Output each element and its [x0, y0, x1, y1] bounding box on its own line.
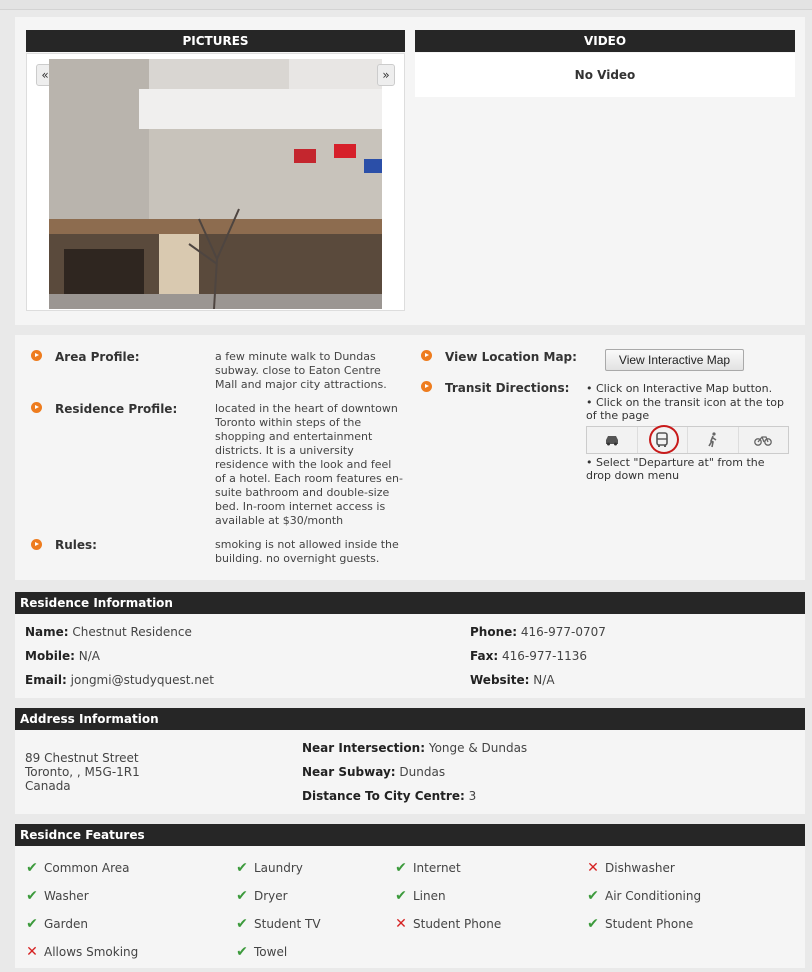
- cross-icon: ✕: [587, 860, 599, 876]
- highlight-circle-icon: [649, 425, 679, 454]
- phone-row: Phone: 416-977-0707: [470, 625, 606, 639]
- fax-row: Fax: 416-977-1136: [470, 649, 587, 663]
- transit-note-2: • Click on the transit icon at the top of the page: [586, 396, 785, 422]
- feature-item: [25, 944, 138, 960]
- residence-profile-text: located in the heart of downtown Toronto within steps of the shopping and entertainment districts. It is a university residence with the look and feel of a hotel. Each room features en-suite bathroom and double-size bed. In-room internet access is available at $30/month: [215, 402, 403, 527]
- name-row: Name: Chestnut Residence: [25, 625, 192, 639]
- previous-picture-button[interactable]: «: [36, 64, 54, 86]
- check-icon: ✔: [587, 888, 599, 904]
- feature-item: [25, 860, 129, 876]
- feature-label: Student Phone: [605, 917, 694, 931]
- feature-label: Allows Smoking: [44, 945, 139, 959]
- picture-carousel: [26, 53, 405, 311]
- walk-mode-button[interactable]: [688, 427, 739, 453]
- check-icon: ✔: [236, 944, 248, 960]
- feature-label: Student Phone: [413, 917, 502, 931]
- mobile-row: Mobile: N/A: [25, 649, 101, 663]
- email-row: Email: jongmi@studyquest.net: [25, 673, 214, 687]
- feature-label: Washer: [44, 889, 89, 903]
- transit-bullet-icon: [421, 381, 432, 392]
- check-icon: ✔: [236, 888, 248, 904]
- area-profile-bullet-icon: [31, 350, 42, 361]
- feature-item: [586, 860, 675, 876]
- area-profile-label: Area Profile:: [55, 350, 140, 364]
- transit-mode-button[interactable]: [638, 427, 689, 453]
- top-strip: [0, 0, 812, 10]
- feature-label: Common Area: [44, 861, 130, 875]
- feature-item: [394, 888, 446, 904]
- transit-mode-bar: [586, 426, 789, 454]
- feature-item: [394, 916, 501, 932]
- feature-item: [235, 888, 288, 904]
- check-icon: ✔: [395, 860, 407, 876]
- video-message: No Video: [415, 53, 795, 97]
- residence-information-header: Residence Information: [15, 592, 805, 614]
- address-line-2: Toronto, , M5G-1R1: [25, 765, 140, 779]
- pictures-header: PICTURES: [26, 30, 405, 52]
- check-icon: ✔: [26, 860, 38, 876]
- features-header: Residnce Features: [15, 824, 805, 846]
- mobile-value: N/A: [78, 649, 101, 663]
- address-line-1: 89 Chestnut Street: [25, 751, 139, 765]
- feature-label: Dishwasher: [605, 861, 675, 875]
- feature-label: Air Conditioning: [605, 889, 702, 903]
- feature-item: [394, 860, 461, 876]
- view-location-map-label: View Location Map:: [445, 350, 577, 364]
- check-icon: ✔: [236, 860, 248, 876]
- walking-icon: [707, 432, 719, 448]
- feature-item: [235, 860, 303, 876]
- phone-value: 416-977-0707: [520, 625, 606, 639]
- transit-note-1: • Click on Interactive Map button.: [586, 382, 773, 395]
- name-value: Chestnut Residence: [72, 625, 192, 639]
- website-row: Website: N/A: [470, 673, 555, 687]
- check-icon: ✔: [26, 916, 38, 932]
- feature-label: Internet: [413, 861, 461, 875]
- bicycle-icon: [754, 433, 772, 447]
- feature-item: [235, 944, 287, 960]
- address-information-header: Address Information: [15, 708, 805, 730]
- cross-icon: ✕: [395, 916, 407, 932]
- bike-mode-button[interactable]: [739, 427, 789, 453]
- residence-profile-label: Residence Profile:: [55, 402, 178, 416]
- email-value[interactable]: jongmi@studyquest.net: [70, 673, 214, 687]
- residence-photo: [49, 59, 382, 309]
- website-value: N/A: [533, 673, 555, 687]
- video-header: VIDEO: [415, 30, 795, 52]
- check-icon: ✔: [587, 916, 599, 932]
- check-icon: ✔: [236, 916, 248, 932]
- rules-bullet-icon: [31, 539, 42, 550]
- cross-icon: ✕: [26, 944, 38, 960]
- check-icon: ✔: [26, 888, 38, 904]
- intersection-row: Near Intersection: Yonge & Dundas: [302, 741, 528, 755]
- feature-label: Towel: [254, 945, 288, 959]
- car-mode-button[interactable]: [587, 427, 638, 453]
- feature-label: Student TV: [254, 917, 321, 931]
- distance-row: Distance To City Centre: 3: [302, 789, 477, 803]
- distance-value: 3: [468, 789, 477, 803]
- next-picture-button[interactable]: »: [377, 64, 395, 86]
- residence-profile-bullet-icon: [31, 402, 42, 413]
- intersection-value: Yonge & Dundas: [428, 741, 528, 755]
- feature-item: [586, 888, 701, 904]
- area-profile-text: a few minute walk to Dundas subway. close to Eaton Centre Mall and major city attractions.: [215, 350, 387, 391]
- view-interactive-map-button[interactable]: View Interactive Map: [605, 349, 744, 371]
- feature-label: Garden: [44, 917, 88, 931]
- transit-note-3: • Select "Departure at" from the drop down menu: [586, 456, 765, 482]
- map-bullet-icon: [421, 350, 432, 361]
- check-icon: ✔: [395, 888, 407, 904]
- feature-item: [586, 916, 693, 932]
- transit-directions-label: Transit Directions:: [445, 381, 570, 395]
- feature-item: [235, 916, 321, 932]
- car-icon: [604, 434, 620, 446]
- address-line-3: Canada: [25, 779, 71, 793]
- fax-value: 416-977-1136: [501, 649, 587, 663]
- feature-label: Laundry: [254, 861, 303, 875]
- feature-label: Linen: [413, 889, 446, 903]
- rules-label: Rules:: [55, 538, 97, 552]
- rules-text: smoking is not allowed inside the building. no overnight guests.: [215, 538, 399, 565]
- subway-row: Near Subway: Dundas: [302, 765, 446, 779]
- feature-item: [25, 916, 88, 932]
- feature-label: Dryer: [254, 889, 288, 903]
- feature-item: [25, 888, 89, 904]
- subway-value: Dundas: [399, 765, 446, 779]
